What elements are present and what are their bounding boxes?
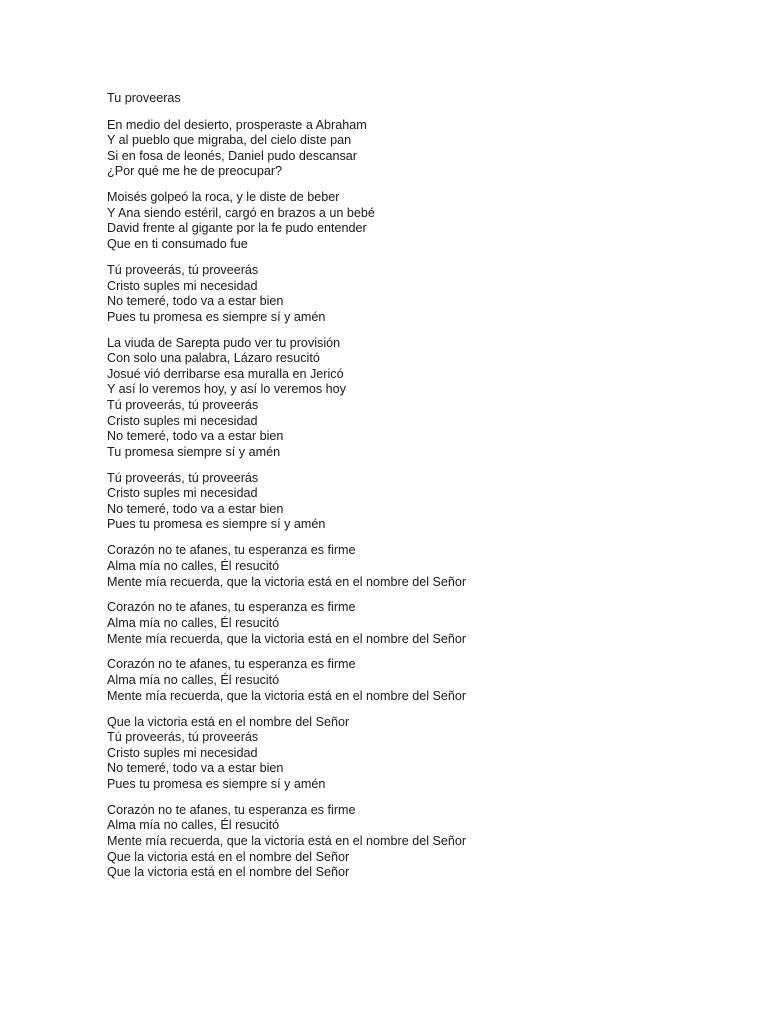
lyric-line: Si en fosa de leonés, Daniel pudo descansar — [107, 148, 357, 163]
lyric-line: Alma mía no calles, Él resucitó — [107, 673, 280, 688]
lyric-line: Corazón no te afanes, tu esperanza es firme — [107, 802, 356, 817]
stanza — [107, 657, 747, 704]
lyric-line: Alma mía no calles, Él resucitó — [107, 616, 280, 630]
stanza — [107, 543, 747, 590]
lyric-line: No temeré, todo va a estar bien — [107, 761, 284, 776]
lyric-line: Que la victoria está en el nombre del Señor — [107, 849, 350, 864]
lyric-line: Cristo suples mi necesidad — [107, 486, 258, 501]
lyric-line: Tú proveerás, tú proveerás — [107, 397, 259, 412]
stanza — [107, 471, 747, 533]
stanza — [107, 263, 747, 325]
lyric-line: Mente mía recuerda, que la victoria está en el nombre del Señor — [107, 688, 467, 703]
lyric-line: No temeré, todo va a estar bien — [107, 429, 284, 444]
lyric-line: Cristo suples mi necesidad — [107, 413, 258, 428]
lyric-line: Y Ana siendo estéril, cargó en brazos a un bebé — [107, 205, 375, 220]
lyric-line: Tú proveerás, tú proveerás — [107, 730, 259, 745]
song-title: Tu proveeras — [107, 91, 181, 105]
lyric-line: Y al pueblo que migraba, del cielo diste pan — [107, 133, 352, 148]
lyric-line: ¿Por qué me he de preocupar? — [107, 164, 283, 179]
lyric-line: Alma mía no calles, Él resucitó — [107, 558, 280, 573]
lyric-line: Pues tu promesa es siempre sí y amén — [107, 309, 326, 324]
lyric-line: Que en ti consumado fue — [107, 237, 248, 252]
lyric-line: Mente mía recuerda, que la victoria está en el nombre del Señor — [107, 834, 467, 849]
lyric-line: Josué vió derribarse esa muralla en Jericó — [107, 366, 344, 381]
lyric-line: Mente mía recuerda, que la victoria está en el nombre del Señor — [107, 631, 467, 646]
lyric-line: David frente al gigante por la fe pudo entender — [107, 221, 367, 236]
lyric-line: Pues tu promesa es siempre sí y amén — [107, 517, 326, 532]
lyric-line: Tú proveerás, tú proveerás — [107, 262, 259, 277]
lyric-line: Pues tu promesa es siempre sí y amén — [107, 776, 326, 791]
lyric-line: Moisés golpeó la roca, y le diste de beber — [107, 190, 340, 205]
lyrics-body — [107, 118, 747, 881]
lyric-line: Mente mía recuerda, que la victoria está en el nombre del Señor — [107, 574, 467, 589]
lyric-line: Que la victoria está en el nombre del Señor — [107, 865, 350, 880]
lyric-line: Y así lo veremos hoy, y así lo veremos hoy — [107, 382, 346, 397]
stanza — [107, 336, 747, 461]
stanza — [107, 715, 747, 793]
lyric-line: Corazón no te afanes, tu esperanza es firme — [107, 543, 356, 558]
stanza — [107, 600, 747, 647]
stanza — [107, 190, 747, 252]
stanza — [107, 803, 747, 881]
lyric-line: Alma mía no calles, Él resucitó — [107, 818, 280, 833]
lyric-line: No temeré, todo va a estar bien — [107, 501, 284, 516]
document-page — [107, 91, 747, 891]
lyric-line: Tu promesa siempre sí y amén — [107, 444, 281, 459]
lyric-line: En medio del desierto, prosperaste a Abraham — [107, 117, 367, 132]
lyric-line: Cristo suples mi necesidad — [107, 745, 258, 760]
lyric-line: Corazón no te afanes, tu esperanza es firme — [107, 600, 356, 615]
lyric-line: La viuda de Sarepta pudo ver tu provisión — [107, 335, 341, 350]
lyric-line: Cristo suples mi necesidad — [107, 278, 258, 293]
lyric-line: Que la victoria está en el nombre del Señor — [107, 714, 350, 729]
stanza — [107, 118, 747, 180]
lyric-line: Con solo una palabra, Lázaro resucitó — [107, 351, 320, 366]
lyric-line: No temeré, todo va a estar bien — [107, 294, 284, 309]
lyric-line: Corazón no te afanes, tu esperanza es firme — [107, 657, 356, 672]
lyric-line: Tú proveerás, tú proveerás — [107, 470, 259, 485]
